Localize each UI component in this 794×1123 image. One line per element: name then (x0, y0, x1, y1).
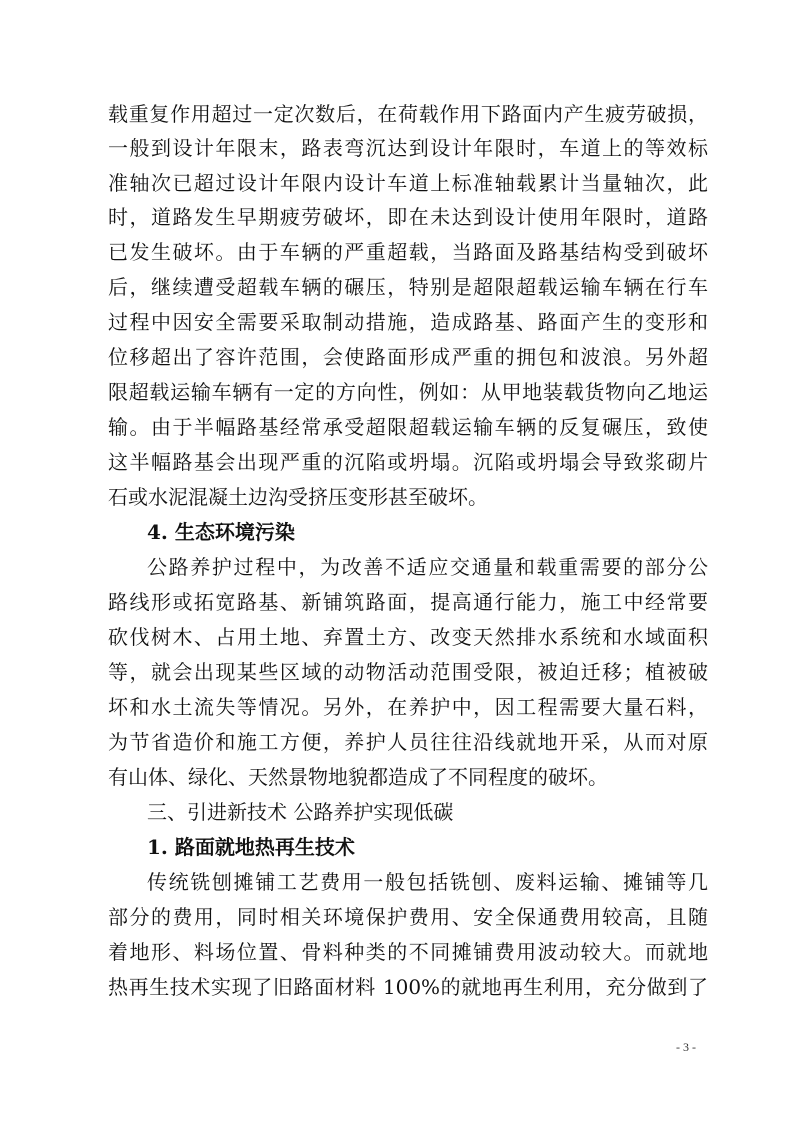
text-line: 限超载运输车辆有一定的方向性，例如：从甲地装载货物向乙地运 (108, 380, 708, 404)
text-line: 部分的费用，同时相关环境保护费用、安全保通费用较高，且随 (108, 905, 708, 929)
chapter-heading: 三、引进新技术 公路养护实现低碳 (147, 800, 454, 824)
text-line: 热再生技术实现了旧路面材料 100%的就地再生利用，充分做到了 (108, 975, 708, 999)
text-line: 已发生破坏。由于车辆的严重超载，当路面及路基结构受到破坏 (108, 240, 708, 264)
text-line: 着地形、料场位置、骨料种类的不同摊铺费用波动较大。而就地 (108, 940, 708, 964)
page-number: - 3 - (676, 1040, 696, 1054)
text-line: 石或水泥混凝土边沟受挤压变形甚至破坏。 (108, 485, 488, 509)
text-line: 载重复作用超过一定次数后，在荷载作用下路面内产生疲劳破损， (108, 102, 708, 126)
text-line: 位移超出了容许范围，会使路面形成严重的拥包和波浪。另外超 (108, 345, 708, 369)
text-line: 过程中因安全需要采取制动措施，造成路基、路面产生的变形和 (108, 310, 708, 334)
text-line: 砍伐树木、占用土地、弃置土方、改变天然排水系统和水域面积 (108, 625, 708, 649)
text-line: 等，就会出现某些区域的动物活动范围受限，被迫迁移；植被破 (108, 660, 708, 684)
text-line: 路线形或拓宽路基、新铺筑路面，提高通行能力，施工中经常要 (108, 590, 708, 614)
text-line: 传统铣刨摊铺工艺费用一般包括铣刨、废料运输、摊铺等几 (147, 870, 708, 894)
text-line: 有山体、绿化、天然景物地貌都造成了不同程度的破坏。 (108, 765, 608, 789)
section-heading: 4. 生态环境污染 (147, 520, 295, 544)
text-line: 一般到设计年限末，路表弯沉达到设计年限时，车道上的等效标 (108, 136, 708, 160)
subsection-heading: 1. 路面就地热再生技术 (147, 835, 355, 859)
text-line: 为节省造价和施工方便，养护人员往往沿线就地开采，从而对原 (108, 730, 708, 754)
text-line: 时，道路发生早期疲劳破坏，即在未达到设计使用年限时，道路 (108, 205, 708, 229)
text-line: 公路养护过程中，为改善不适应交通量和载重需要的部分公 (147, 555, 708, 579)
text-line: 输。由于半幅路基经常承受超限超载运输车辆的反复碾压，致使 (108, 415, 708, 439)
text-line: 这半幅路基会出现严重的沉陷或坍塌。沉陷或坍塌会导致浆砌片 (108, 450, 708, 474)
text-line: 准轴次已超过设计年限内设计车道上标准轴载累计当量轴次，此 (108, 171, 708, 195)
text-line: 后，继续遭受超载车辆的碾压，特别是超限超载运输车辆在行车 (108, 275, 708, 299)
text-line: 坏和水土流失等情况。另外，在养护中，因工程需要大量石料， (108, 695, 708, 719)
